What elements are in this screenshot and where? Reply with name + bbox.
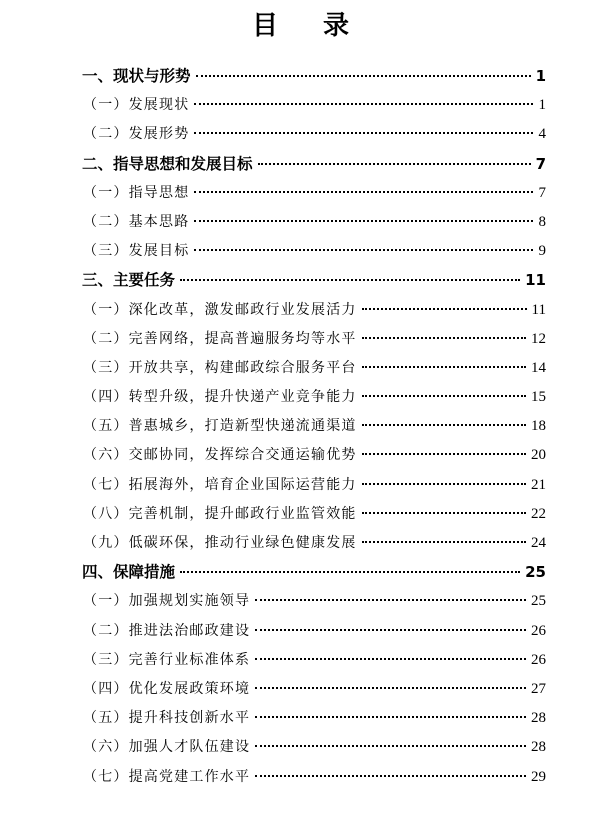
toc-dot-leader — [255, 629, 526, 631]
toc-dot-leader — [255, 599, 526, 601]
toc-page-number: 12 — [531, 330, 546, 347]
toc-entry-label: （九）低碳环保，推动行业绿色健康发展 — [83, 535, 357, 551]
toc-dot-leader — [255, 775, 526, 777]
toc-dot-leader — [255, 687, 526, 689]
toc-dot-leader — [258, 163, 531, 165]
toc-entry-section[interactable] — [82, 675, 546, 704]
toc-dot-leader — [362, 424, 526, 426]
toc-entry-label: （一）发展现状 — [83, 97, 190, 114]
toc-entry-chapter[interactable] — [82, 150, 546, 179]
toc-entry-label: （三）发展目标 — [83, 243, 190, 260]
toc-dot-leader — [362, 453, 526, 455]
toc-page-number: 1 — [538, 97, 546, 114]
toc-dot-leader — [362, 308, 527, 310]
toc-entry-label: （七）提高党建工作水平 — [83, 768, 251, 785]
toc-entry-label: 三、主要任务 — [82, 271, 176, 290]
toc-entry-section[interactable] — [82, 733, 546, 762]
toc-entry-label: （六）交邮协同，发挥综合交通运输优势 — [83, 447, 357, 464]
toc-entry-section[interactable] — [82, 296, 546, 325]
toc-entry-section[interactable] — [82, 412, 546, 441]
toc-page-number: 18 — [531, 418, 546, 435]
toc-entry-section[interactable] — [82, 587, 546, 616]
toc-page-number: 28 — [531, 710, 546, 727]
toc-entry-section[interactable] — [82, 529, 546, 558]
toc-dot-leader — [362, 366, 526, 368]
toc-page-number: 28 — [531, 739, 546, 756]
toc-dot-leader — [255, 745, 526, 747]
toc-page-number: 29 — [531, 768, 546, 785]
toc-entry-section[interactable] — [82, 617, 546, 646]
toc-page-number: 24 — [531, 535, 546, 551]
toc-page-number: 26 — [531, 651, 546, 668]
toc-dot-leader — [362, 483, 526, 485]
toc-entry-section[interactable] — [82, 646, 546, 675]
toc-entry-label: （二）发展形势 — [83, 126, 190, 143]
toc-entry-label: （八）完善机制，提升邮政行业监管效能 — [83, 505, 357, 522]
toc-dot-leader — [255, 716, 526, 718]
toc-dot-leader — [196, 75, 531, 77]
toc-entry-section[interactable] — [82, 237, 546, 266]
toc-dot-leader — [362, 337, 526, 339]
toc-entry-label: （二）推进法治邮政建设 — [83, 622, 251, 639]
toc-title: 目 录 — [251, 11, 368, 41]
toc-entry-label: 四、保障措施 — [82, 563, 176, 582]
toc-page-number: 25 — [525, 563, 546, 582]
toc-dot-leader — [180, 571, 520, 573]
toc-entry-section[interactable] — [82, 383, 546, 412]
toc-entry-section[interactable] — [82, 441, 546, 470]
toc-page-number: 25 — [531, 593, 546, 610]
toc-entry-label: （六）加强人才队伍建设 — [83, 739, 251, 756]
toc-entry-section[interactable] — [82, 325, 546, 354]
toc-entry-section[interactable] — [82, 500, 546, 529]
toc-dot-leader — [194, 249, 533, 251]
toc-dot-leader — [362, 512, 526, 514]
toc-page-number: 8 — [538, 213, 546, 230]
toc-entry-label: （一）指导思想 — [83, 184, 190, 201]
toc-page-number: 4 — [538, 126, 546, 143]
toc-page-number: 11 — [531, 301, 546, 318]
toc-entry-label: （四）优化发展政策环境 — [83, 680, 251, 697]
toc-entry-label: （二）完善网络，提高普遍服务均等水平 — [83, 330, 357, 347]
toc-entry-label: 一、现状与形势 — [82, 67, 191, 85]
toc-dot-leader — [362, 395, 526, 397]
toc-entry-label: （五）普惠城乡，打造新型快递流通渠道 — [83, 418, 357, 435]
toc-page-number: 27 — [531, 680, 546, 697]
toc-entry-section[interactable] — [82, 763, 546, 792]
toc-entry-label: 二、指导思想和发展目标 — [82, 154, 253, 173]
toc-dot-leader — [194, 220, 533, 222]
toc-page-number: 1 — [535, 67, 546, 85]
toc-entry-label: （五）提升科技创新水平 — [83, 710, 251, 727]
toc-entry-section[interactable] — [82, 120, 546, 149]
toc-entry-label: （七）拓展海外，培育企业国际运营能力 — [83, 476, 357, 493]
toc-dot-leader — [255, 658, 526, 660]
toc-page-number: 11 — [525, 271, 546, 290]
toc-entry-section[interactable] — [82, 91, 546, 120]
toc-entry-label: （一）加强规划实施领导 — [83, 593, 251, 610]
toc-dot-leader — [194, 103, 533, 105]
toc-page-number: 7 — [535, 154, 546, 173]
toc-entry-label: （四）转型升级，提升快递产业竞争能力 — [83, 389, 357, 406]
toc-page-number: 22 — [531, 505, 546, 522]
toc-dot-leader — [194, 132, 533, 134]
toc-entry-label: （三）完善行业标准体系 — [83, 651, 251, 668]
toc-list — [82, 62, 546, 792]
toc-entry-chapter[interactable] — [82, 558, 546, 587]
toc-entry-chapter[interactable] — [82, 266, 546, 295]
toc-page-number: 14 — [531, 359, 546, 376]
toc-page-number: 26 — [531, 622, 546, 639]
toc-entry-chapter[interactable] — [82, 62, 546, 91]
toc-entry-section[interactable] — [82, 208, 546, 237]
toc-dot-leader — [194, 191, 533, 193]
toc-entry-section[interactable] — [82, 179, 546, 208]
toc-entry-label: （一）深化改革，激发邮政行业发展活力 — [83, 301, 357, 318]
toc-page-number: 21 — [531, 476, 546, 493]
toc-entry-label: （二）基本思路 — [83, 213, 190, 230]
toc-entry-section[interactable] — [82, 471, 546, 500]
toc-page-number: 7 — [538, 184, 546, 201]
toc-page-number: 15 — [531, 389, 546, 406]
toc-entry-section[interactable] — [82, 354, 546, 383]
toc-page-number: 9 — [538, 243, 546, 260]
toc-entry-section[interactable] — [82, 704, 546, 733]
toc-entry-label: （三）开放共享，构建邮政综合服务平台 — [83, 359, 357, 376]
toc-dot-leader — [180, 279, 520, 281]
toc-page-number: 20 — [531, 447, 546, 464]
toc-dot-leader — [362, 541, 526, 543]
